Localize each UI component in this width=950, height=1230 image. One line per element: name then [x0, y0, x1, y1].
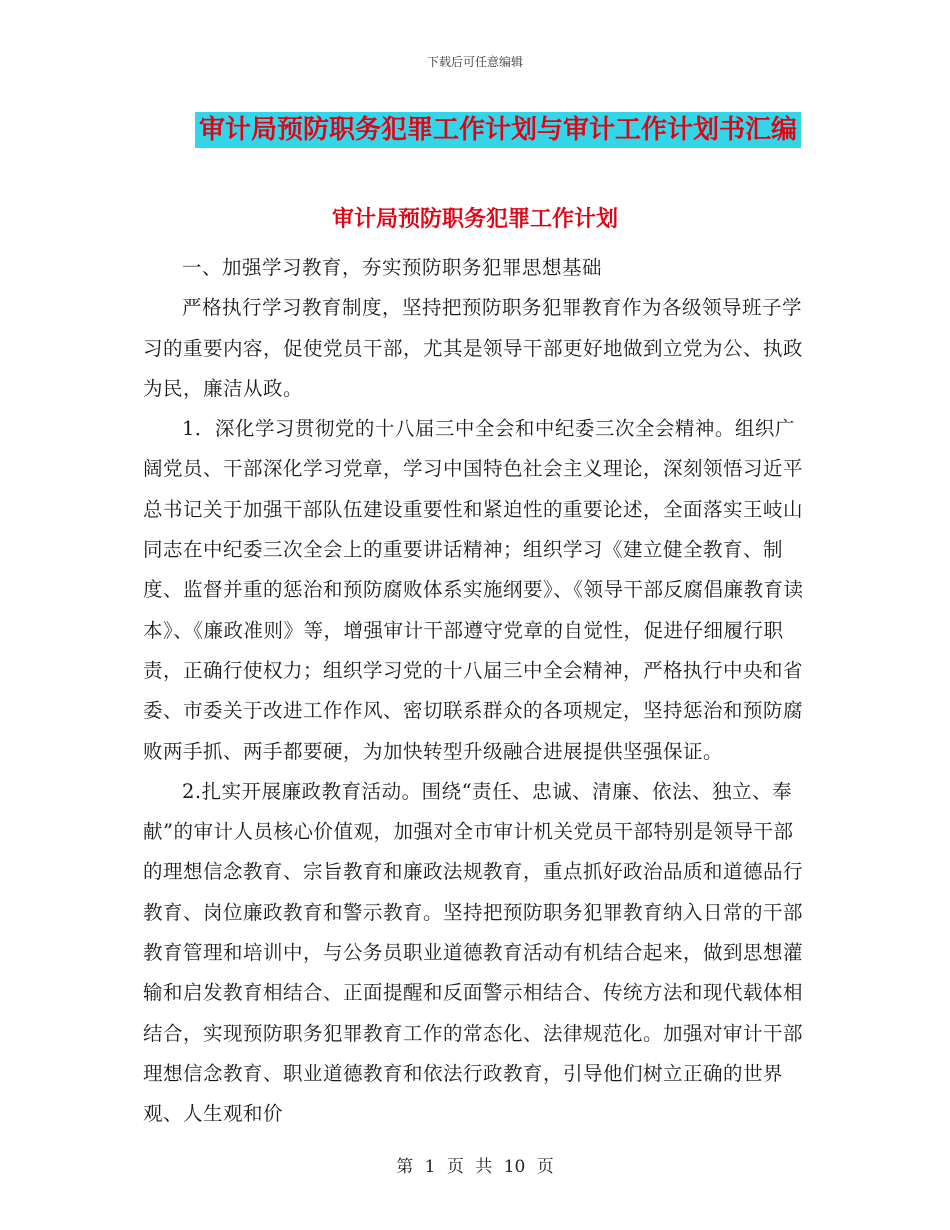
paragraph: 1．深化学习贯彻党的十八届三中全会和中纪委三次全会精神。组织广阔党员、干部深化学习党章，学习中国特色社会主义理论，深刻领悟习近平总书记关于加强干部队伍建设重要性和紧迫性的重要论述，全面落实王岐山同志在中纪委三次全会上的重要讲话精神；组织学习《建立健全教育、制度、监督并重的惩治和预防腐败体系实施纲要》、《领导干部反腐倡廉教育读本》、《廉政准则》等，增强审计干部遵守党章的自觉性，促进仔细履行职责，正确行使权力；组织学习党的十八届三中全会精神，严格执行中央和省委、市委关于改进工作作风、密切联系群众的各项规定，坚持惩治和预防腐败两手抓、两手都要硬，为加快转型升级融合进展提供坚强保证。: [143, 417, 804, 763]
section-title: 审计局预防职务犯罪工作计划: [331, 207, 618, 232]
document-title: 审计局预防职务犯罪工作计划与审计工作计划书汇编: [195, 112, 801, 148]
body-text: [143, 248, 808, 1135]
header-note: 下载后可任意编辑: [426, 55, 523, 69]
page-number: 第 1 页 共 10 页: [396, 1157, 554, 1177]
section-heading: 一、加强学习教育，夯实预防职务犯罪思想基础: [182, 256, 603, 279]
paragraph: 严格执行学习教育制度，坚持把预防职务犯罪教育作为各级领导班子学习的重要内容，促使党员干部，尤其是领导干部更好地做到立党为公、执政为民，廉洁从政。: [143, 296, 804, 400]
paragraph: 2.扎实开展廉政教育活动。围绕“责任、忠诚、清廉、依法、独立、奉献”的审计人员核心价值观，加强对全市审计机关党员干部特别是领导干部的理想信念教育、宗旨教育和廉政法规教育，重点抓好政治品质和道德品行教育、岗位廉政教育和警示教育。坚持把预防职务犯罪教育纳入日常的干部教育管理和培训中，与公务员职业道德教育活动有机结合起来，做到思想灌输和启发教育相结合、正面提醒和反面警示相结合、传统方法和现代载体相结合，实现预防职务犯罪教育工作的常态化、法律规范化。加强对审计干部理想信念教育、职业道德教育和依法行政教育，引导他们树立正确的世界观、人生观和价: [143, 779, 804, 1126]
